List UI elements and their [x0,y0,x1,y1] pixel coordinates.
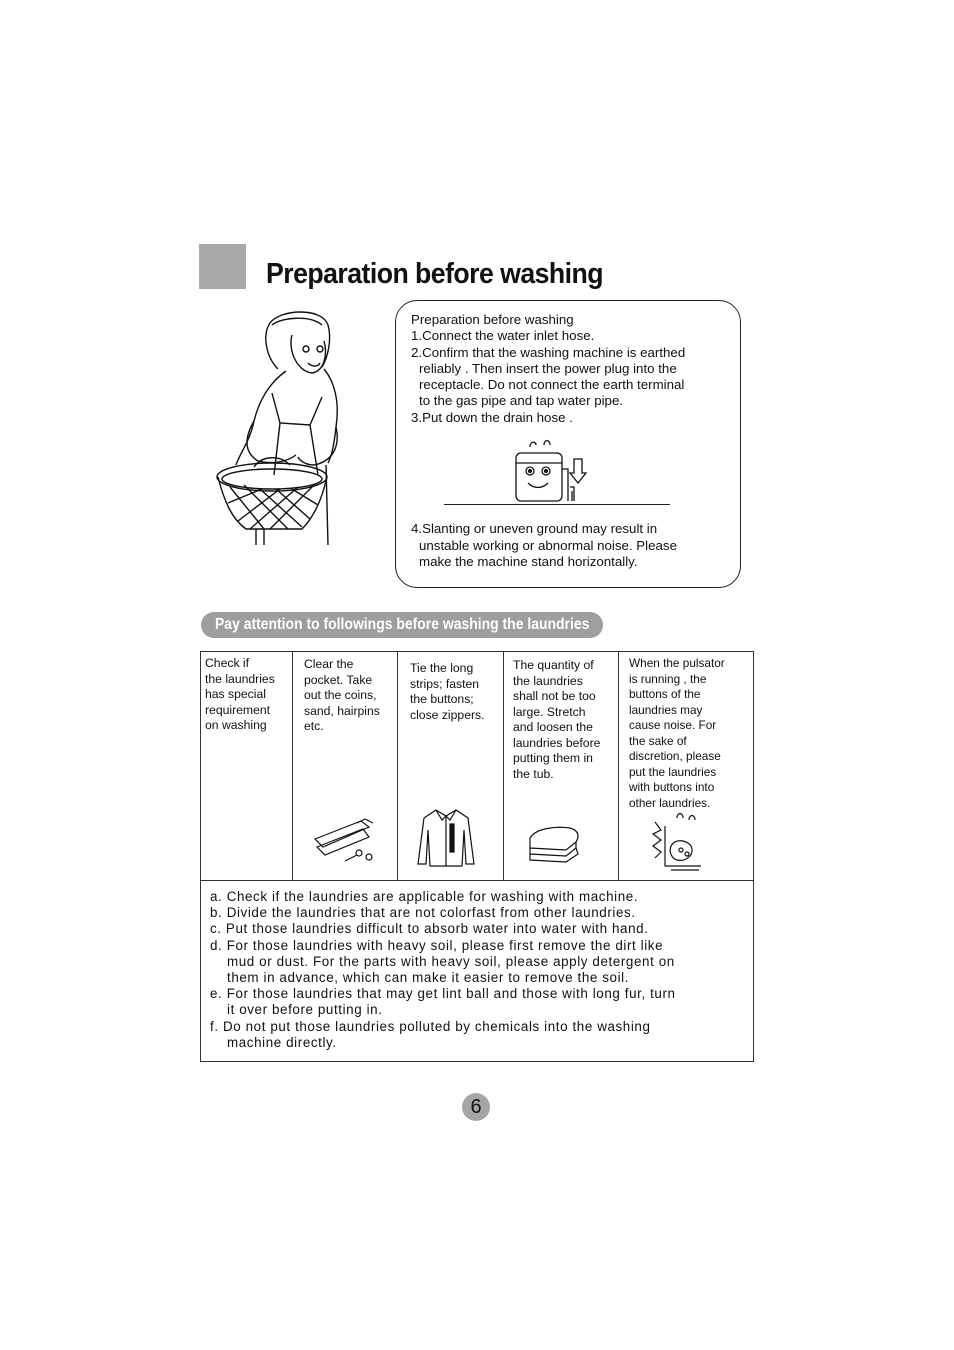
laundry-checklist-table [200,651,754,1062]
note-item: b. Divide the laundries that are not colorfast from other laundries. [210,905,636,921]
preparation-box [395,300,741,588]
column-line: buttons of the [629,687,701,701]
column-line: out the coins, [304,688,377,702]
prep-line: Preparation before washing [411,312,574,327]
note-item: c. Put those laundries difficult to absorb water into water with hand. [210,921,649,937]
note-item: d. For those laundries with heavy soil, please first remove the dirt like [210,937,664,953]
checklist-column [398,652,503,881]
note-item: f. Do not put those laundries polluted by chemicals into the washing [210,1018,651,1034]
column-line: large. Stretch [513,704,586,719]
ground-note [411,521,677,571]
column-line: and loosen the [513,720,593,734]
preparation-steps [411,312,685,426]
column-line: The quantity of [513,658,594,672]
column-line: on washing [205,718,267,732]
column-line: laundries before [513,735,601,750]
checklist-column [619,652,753,881]
prep-line: 1.Connect the water inlet hose. [411,328,595,344]
column-line: etc. [304,719,324,733]
woman-with-basket-illustration [210,305,360,550]
prep-line: 2.Confirm that the washing machine is earthed [411,344,686,360]
column-line: has special [205,687,266,701]
note-line: 4.Slanting or uneven ground may result in [411,521,658,536]
note-item: machine directly. [227,1034,337,1050]
note-item: mud or dust. For the parts with heavy soil, please apply detergent on [227,953,675,969]
column-line: the laundries [205,671,275,686]
prep-line: reliably . Then insert the power plug into the [419,360,677,376]
column-line: sand, hairpins [304,703,380,718]
column-line: Tie the long [410,661,474,675]
column-line: pocket. Take [304,672,373,687]
note-line: make the machine stand horizontally. [419,554,638,569]
checklist-column [201,652,292,881]
column-line: the sake of [629,733,687,748]
note-item: them in advance, which can make it easier to remove the soil. [227,970,630,986]
note-line: unstable working or abnormal noise. Please [419,537,677,553]
page-number: 6 [462,1093,490,1121]
prep-line: 3.Put down the drain hose . [411,409,573,425]
column-line: is running , the [629,671,707,686]
checklist-column [504,652,618,881]
column-line: cause noise. For [629,718,717,732]
column-line: close zippers. [410,707,485,722]
noisy-buttons-icon [649,812,705,872]
prep-line: to the gas pipe and tap water pipe. [419,393,624,409]
pocket-items-icon [313,817,379,865]
page-title: Preparation before washing [266,258,604,290]
section-header: Pay attention to followings before washing the laundries [201,612,603,638]
column-line: with buttons into [629,780,715,794]
section-marker [199,244,246,289]
column-line: the buttons; [410,692,474,706]
note-item: e. For those laundries that may get lint ball and those with long fur, turn [210,986,676,1002]
ground-line [444,504,670,505]
column-line: strips; fasten [410,676,480,691]
column-line: discretion, please [629,749,721,763]
column-line: put the laundries [629,764,717,779]
column-line: other laundries. [629,795,711,810]
column-line: requirement [205,702,271,717]
prep-line: receptacle. Do not connect the earth terminal [419,377,685,393]
column-line: laundries may [629,702,703,717]
column-line: Clear the [304,657,354,671]
checklist-column [293,652,397,881]
shirt-icon [416,806,476,868]
column-line: putting them in [513,751,593,765]
column-line: shall not be too [513,689,596,703]
column-line: Check if [205,656,250,670]
laundry-notes [210,889,676,1051]
folded-laundry-icon [526,824,582,864]
washing-machine-illustration [508,439,588,505]
column-line: When the pulsator [629,656,725,670]
column-line: the laundries [513,673,583,688]
note-item: a. Check if the laundries are applicable for washing with machine. [210,889,639,904]
note-item: it over before putting in. [227,1002,383,1018]
column-line: the tub. [513,766,554,781]
